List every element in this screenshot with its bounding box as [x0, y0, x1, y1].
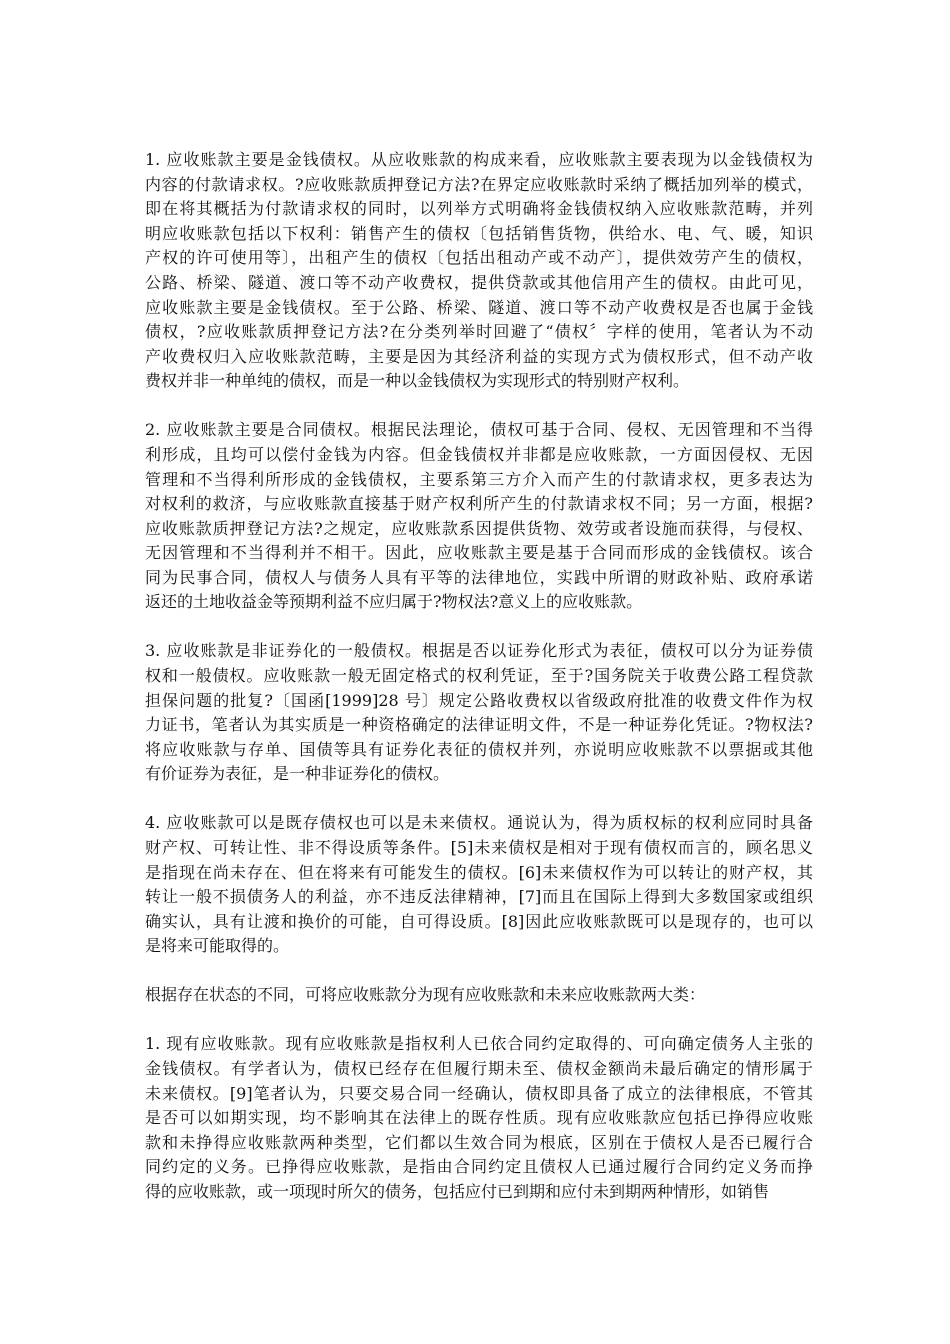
paragraph — [145, 639, 813, 787]
text-line: 1. 现有应收账款。现有应收账款是指权利人已依合同约定取得的、可向确定债务人主张的 — [145, 1034, 813, 1054]
text-line: 应收账款质押登记方法?之规定，应收账款系因提供货物、效劳或者设施而获得，与侵权、 — [145, 518, 813, 538]
text-line: 应收账款主要是金钱债权。至于公路、桥梁、隧道、渡口等不动产收费权是否也属于金钱 — [145, 297, 813, 317]
text-line: 3. 应收账款是非证券化的一般债权。根据是否以证券化形式为表征，债权可以分为证券债 — [145, 641, 813, 661]
text-line: 确实认，具有让渡和换价的可能，自可得设质。[8]因此应收账款既可以是现存的，也可以 — [145, 911, 813, 931]
text-line: 是否可以如期实现，均不影响其在法律上的既存性质。现有应收账款应包括已挣得应收账 — [145, 1108, 813, 1128]
text-line: 产权的许可使用等〕，出租产生的债权〔包括出租动产或不动产〕，提供效劳产生的债权， — [145, 248, 813, 268]
text-line: 款和未挣得应收账款两种类型，它们都以生效合同为根底，区别在于债权人是否已履行合 — [145, 1132, 813, 1152]
text-line: 同为民事合同，债权人与债务人具有平等的法律地位，实践中所谓的财政补贴、政府承诺 — [145, 567, 813, 587]
paragraph — [145, 811, 813, 959]
text-line: 管理和不当得利所形成的金钱债权，主要系第三方介入而产生的付款请求权，更多表达为 — [145, 469, 813, 489]
text-line: 根据存在状态的不同，可将应收账款分为现有应收账款和未来应收账款两大类： — [145, 985, 706, 1005]
text-line: 利形成，且均可以偿付金钱为内容。但金钱债权并非都是应收账款，一方面因侵权、无因 — [145, 444, 813, 464]
text-line: 有价证券为表征，是一种非证券化的债权。 — [145, 764, 450, 784]
document-body — [145, 148, 813, 1229]
text-line: 财产权、可转让性、非不得设质等条件。[5]未来债权是相对于现有债权而言的，顾名思义 — [145, 838, 813, 858]
text-line: 无因管理和不当得利并不相干。因此，应收账款主要是基于合同而形成的金钱债权。该合 — [145, 543, 813, 563]
text-line: 返还的土地收益金等预期利益不应归属于?物权法?意义上的应收账款。 — [145, 592, 643, 612]
text-line: 公路、桥梁、隧道、渡口等不动产收费权，提供贷款或其他信用产生的债权。由此可见， — [145, 272, 813, 292]
text-line: 产收费权归入应收账款范畴，主要是因为其经济利益的实现方式为债权形式，但不动产收 — [145, 346, 813, 366]
text-line: 明应收账款包括以下权利：销售产生的债权〔包括销售货物，供给水、电、气、暖，知识 — [145, 223, 813, 243]
text-line: 2. 应收账款主要是合同债权。根据民法理论，债权可基于合同、侵权、无因管理和不当得 — [145, 420, 813, 440]
text-line: 得的应收账款，或一项现时所欠的债务，包括应付已到期和应付未到期两种情形，如销售 — [145, 1181, 770, 1201]
text-line: 同约定的义务。已挣得应收账款，是指由合同约定且债权人已通过履行合同约定义务而挣 — [145, 1157, 813, 1177]
text-line: 费权并非一种单纯的债权，而是一种以金钱债权为实现形式的特别财产权利。 — [145, 371, 690, 391]
text-line: 是将来可能取得的。 — [145, 936, 290, 956]
text-line: 金钱债权。有学者认为，债权已经存在但履行期未至、债权金额尚未最后确定的情形属于 — [145, 1058, 813, 1078]
text-line: 力证书，笔者认为其实质是一种资格确定的法律证明文件，不是一种证券化凭证。?物权法? — [145, 715, 813, 735]
text-line: 1. 应收账款主要是金钱债权。从应收账款的构成来看，应收账款主要表现为以金钱债权为 — [145, 150, 813, 169]
text-line: 4. 应收账款可以是既存债权也可以是未来债权。通说认为，得为质权标的权利应同时具备 — [145, 813, 813, 833]
text-line: 担保问题的批复?〔国函[1999]28 号〕规定公路收费权以省级政府批准的收费文件作为权 — [145, 690, 813, 710]
text-line: 将应收账款与存单、国债等具有证券化表征的债权并列，亦说明应收账款不以票据或其他 — [145, 739, 813, 759]
text-line: 转让一般不损债务人的利益，亦不违反法律精神，[7]而且在国际上得到大多数国家或组织 — [145, 887, 813, 907]
text-line: 未来债权。[9]笔者认为，只要交易合同一经确认，债权即具备了成立的法律根底，不管其 — [145, 1083, 813, 1103]
paragraph — [145, 418, 813, 615]
text-line: 债权，?应收账款质押登记方法?在分类列举时回避了“债权〞字样的使用，笔者认为不动 — [145, 322, 813, 342]
text-line: 即在将其概括为付款请求权的同时，以列举方式明确将金钱债权纳入应收账款范畴，并列 — [145, 199, 813, 219]
text-line: 对权利的救济，与应收账款直接基于财产权利所产生的付款请求权不同；另一方面，根据? — [145, 494, 813, 514]
text-line: 是指现在尚未存在、但在将来有可能发生的债权。[6]未来债权作为可以转让的财产权，其 — [145, 862, 813, 882]
paragraph — [145, 148, 813, 394]
paragraph — [145, 1032, 813, 1204]
text-line: 内容的付款请求权。?应收账款质押登记方法?在界定应收账款时采纳了概括加列举的模式， — [145, 174, 813, 194]
text-line: 权和一般债权。应收账款一般无固定格式的权利凭证，至于?国务院关于收费公路工程贷款 — [145, 666, 813, 686]
paragraph — [145, 983, 813, 1008]
